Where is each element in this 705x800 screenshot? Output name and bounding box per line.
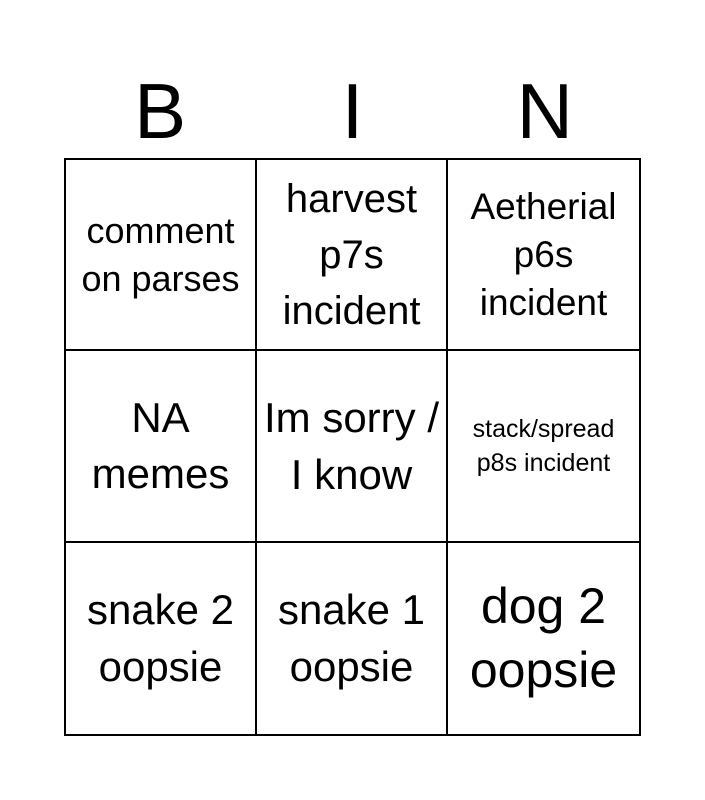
cell-text: Aetherial p6s incident: [470, 185, 617, 323]
cell-text: comment on parses: [81, 209, 240, 299]
header-letter-b: B: [134, 67, 187, 155]
bingo-cell-1-1[interactable]: [66, 160, 257, 351]
bingo-cell-3-2[interactable]: [257, 543, 448, 734]
cell-text: stack/spread p8s incident: [472, 414, 615, 477]
header-letter-i: I: [341, 67, 364, 155]
bingo-cell-1-2[interactable]: [257, 160, 448, 351]
bingo-cell-1-3[interactable]: [448, 160, 639, 351]
bingo-grid: [64, 158, 641, 736]
cell-text: dog 2 oopsie: [469, 578, 618, 699]
cell-text: snake 1 oopsie: [277, 586, 426, 691]
bingo-cell-2-3[interactable]: [448, 351, 639, 542]
cell-text: harvest p7s incident: [282, 176, 421, 333]
cell-text: NA memes: [91, 393, 230, 497]
bingo-cell-2-1[interactable]: [66, 351, 257, 542]
bingo-header: [64, 64, 641, 158]
bingo-cell-3-1[interactable]: [66, 543, 257, 734]
bingo-cell-3-3[interactable]: [448, 543, 639, 734]
bingo-cell-2-2[interactable]: [257, 351, 448, 542]
cell-text: snake 2 oopsie: [86, 586, 235, 691]
header-letter-n: N: [516, 67, 573, 155]
cell-text: Im sorry / I know: [264, 393, 439, 498]
